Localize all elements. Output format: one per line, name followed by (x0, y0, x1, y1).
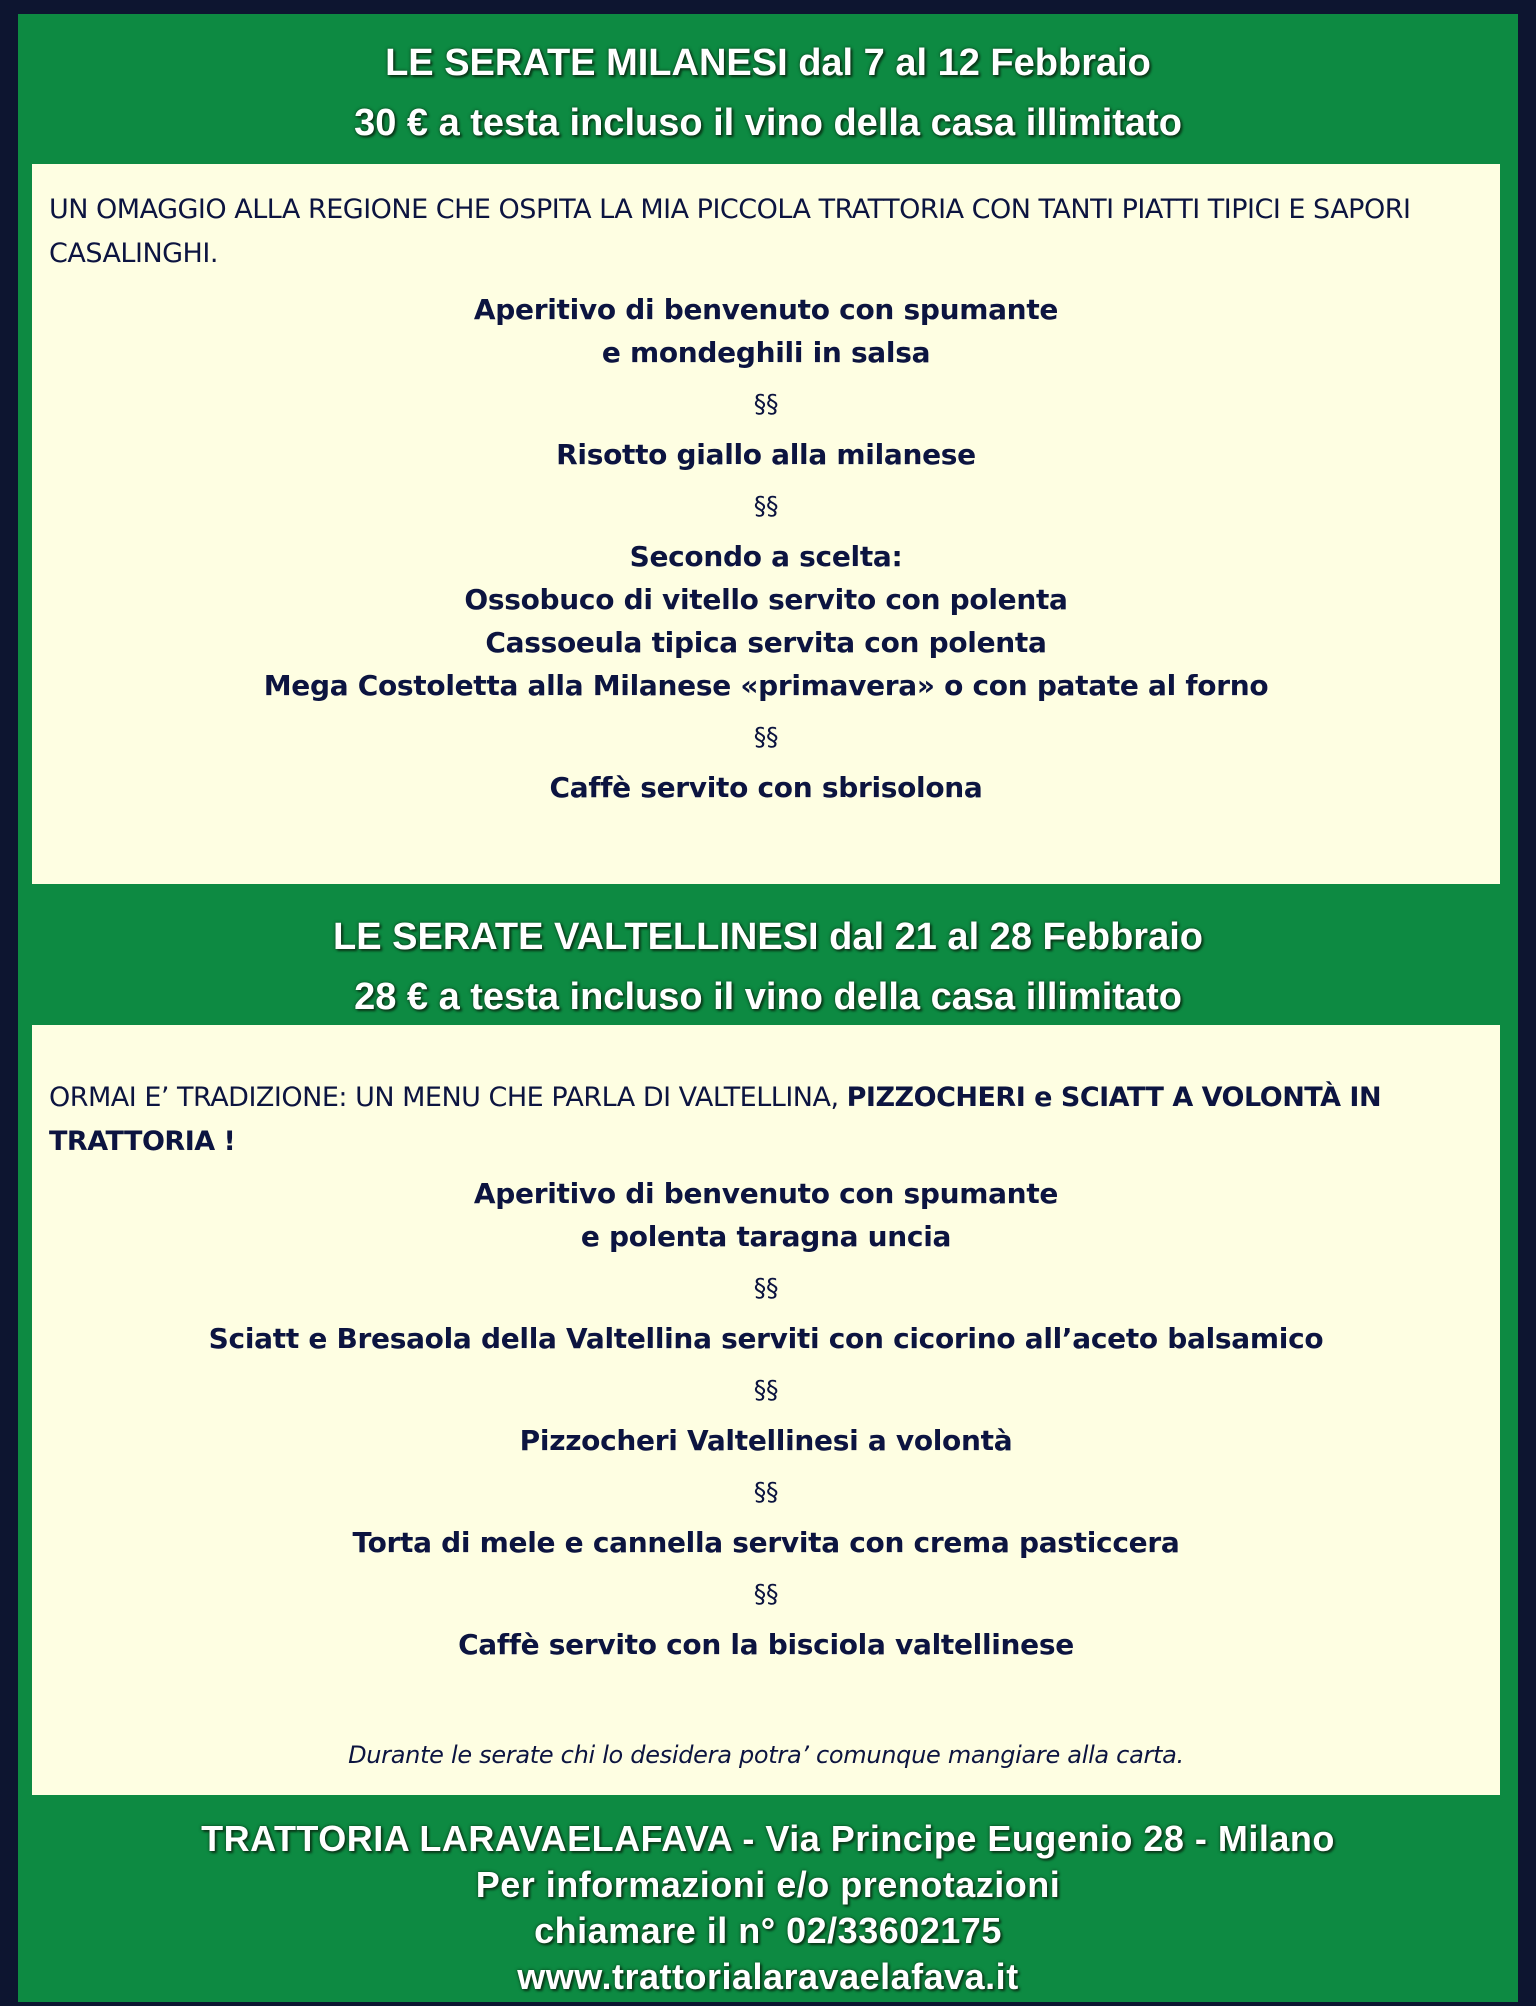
valtellinesi-title: LE SERATE VALTELLINESI dal 21 al 28 Febbraio (333, 916, 1203, 958)
valtellinesi-course2: Sciatt e Bresaola della Valtellina serviti con cicorino all’aceto balsamico (208, 1322, 1324, 1355)
milanesi-course2: Risotto giallo alla milanese (556, 438, 976, 471)
milanesi-course3-title: Secondo a scelta: (629, 540, 903, 573)
valtellinesi-course4: Torta di mele e cannella servita con crema pasticcera (352, 1526, 1180, 1559)
milanesi-title: LE SERATE MILANESI dal 7 al 12 Febbraio (385, 42, 1151, 84)
valtellinesi-price: 28 € a testa incluso il vino della casa illimitato (354, 976, 1182, 1018)
valtellinesi-course3: Pizzocheri Valtellinesi a volontà (519, 1424, 1013, 1457)
milanesi-header (18, 33, 1518, 153)
valtellinesi-course1-line1: Aperitivo di benvenuto con spumante (473, 1177, 1059, 1210)
milanesi-menu (32, 288, 1500, 809)
milanesi-course4: Caffè servito con sbrisolona (549, 771, 983, 804)
milanesi-panel (32, 164, 1500, 884)
footer (18, 1816, 1518, 2000)
valtellinesi-intro-bold: PIZZOCHERI e SCIATT A VOLONTÀ IN TRATTORIA ! (49, 1082, 1382, 1157)
valtellinesi-menu (32, 1172, 1500, 1666)
valtellinesi-course1-line2: e polenta taragna uncia (580, 1220, 952, 1253)
milanesi-intro: UN OMAGGIO ALLA REGIONE CHE OSPITA LA MIA PICCOLA TRATTORIA CON TANTI PIATTI TIPICI E SAPORI CASALINGHI. (49, 194, 1411, 269)
valtellinesi-header (18, 907, 1518, 1027)
separator: §§ (753, 389, 779, 418)
milanesi-course3-option: Cassoeula tipica servita con polenta (485, 626, 1047, 659)
separator: §§ (753, 1273, 779, 1302)
milanesi-course1-line1: Aperitivo di benvenuto con spumante (473, 293, 1059, 326)
milanesi-course3-option: Ossobuco di vitello servito con polenta (464, 583, 1068, 616)
footer-phone: chiamare il n° 02/33602175 (534, 1910, 1002, 1951)
flyer-frame (18, 14, 1518, 2002)
milanesi-course3-option: Mega Costoletta alla Milanese «primavera» o con patate al forno (263, 669, 1269, 702)
milanesi-price: 30 € a testa incluso il vino della casa illimitato (354, 102, 1182, 144)
footer-website: www.trattorialaravaelafava.it (517, 1956, 1019, 1997)
separator: §§ (753, 1477, 779, 1506)
alla-carta-note: Durante le serate chi lo desidera potra’ comunque mangiare alla carta. (348, 1741, 1184, 1769)
separator: §§ (753, 1375, 779, 1404)
footer-address: TRATTORIA LARAVAELAFAVA - Via Principe Eugenio 28 - Milano (201, 1818, 1335, 1859)
separator: §§ (753, 722, 779, 751)
valtellinesi-panel (32, 1025, 1500, 1795)
valtellinesi-intro (49, 1076, 1469, 1164)
footer-info: Per informazioni e/o prenotazioni (475, 1864, 1061, 1905)
valtellinesi-intro-plain: ORMAI E’ TRADIZIONE: UN MENU CHE PARLA DI VALTELLINA, (49, 1082, 847, 1113)
separator: §§ (753, 1579, 779, 1608)
separator: §§ (753, 491, 779, 520)
milanesi-course1-line2: e mondeghili in salsa (601, 336, 931, 369)
valtellinesi-course5: Caffè servito con la bisciola valtellinese (458, 1628, 1074, 1661)
